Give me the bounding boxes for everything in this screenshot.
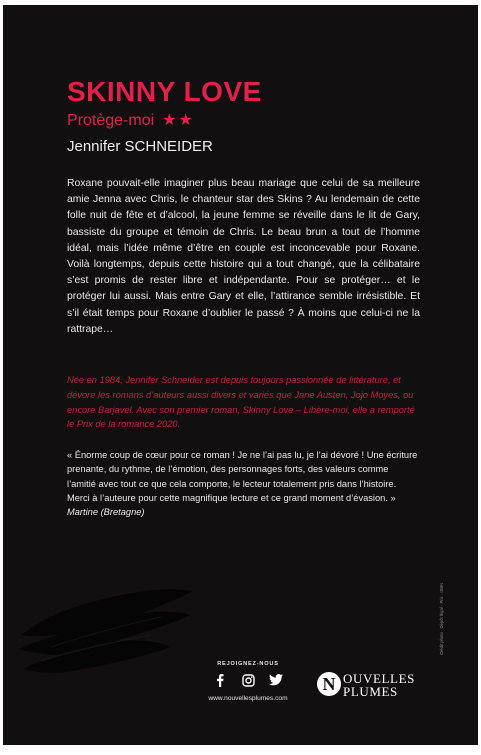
reader-quote [67, 448, 419, 519]
publisher-logo [317, 671, 429, 701]
author-name: Jennifer SCHNEIDER [67, 138, 213, 155]
logo-text-line1: OUVELLES [343, 671, 415, 686]
facebook-icon[interactable] [213, 673, 227, 687]
instagram-icon[interactable] [241, 673, 255, 687]
book-back-cover [3, 5, 478, 745]
legal-mention: Crédit photo · Dépôt légal · Prix · ISBN [439, 582, 444, 655]
quote-author: Martine (Bretagne) [67, 507, 145, 518]
subtitle-stars: ★★ [162, 112, 195, 129]
logo-text-line2: PLUMES [343, 684, 398, 699]
subtitle-text: Protège-moi [67, 112, 155, 129]
quote-text: « Énorme coup de cœur pour ce roman ! Je ne l’ai pas lu, je l’ai dévoré ! Une écriture prenante, du rythme, de l’émotion, des personnages forts, des valeurs comme l’amitié avec tout ce que cela comporte, le lecteur totalement pris dans l’histoire. Merci à l’auteure pour cette magnifique lecture et ce grand moment d’évasion. » [67, 450, 418, 503]
twitter-icon[interactable] [269, 673, 283, 687]
book-blurb: Roxane pouvait-elle imaginer plus beau mariage que celui de sa meilleure amie Jenna avec Chris, le chanteur star des Skins ? Au lendemain de cette folle nuit de fête et d’alcool, la jeune femme se réveille dans le lit de Gary, bassiste du groupe et témoin de Chris. Le beau brun a tout de l’homme idéal, mais l’idée même d’être en couple est inconcevable pour Roxane. Voilà longtemps, depuis cette histoire qui a tout changé, que la célibataire s’est promis de rester libre et indépendante. Pour se protéger… et le protéger lui aussi. Mais entre Gary et elle, l’attirance semble irrésistible. Et s’il était temps pour Roxane d’oublier le passé ? À moins que celui-ci ne la rattrape… [67, 178, 420, 335]
logo-badge: N [317, 672, 341, 696]
brush-stroke-decoration [11, 573, 201, 683]
website-link[interactable]: www.nouvellesplumes.com [208, 695, 288, 702]
book-title: SKINNY LOVE [67, 76, 262, 107]
social-icons [193, 672, 303, 688]
social-block [193, 661, 303, 702]
book-subtitle [67, 111, 195, 131]
author-bio: Née en 1984, Jennifer Schneider est depuis toujours passionnée de littérature, et dévore les romans d’auteurs aussi divers et variés que Jane Austen, Jojo Moyes, ou encore Barjavel. Avec son premier roman, Skinny Love – Libère-moi, elle a remporté le Prix de la romance 2020. [67, 375, 415, 430]
join-us-label: REJOIGNEZ-NOUS [217, 661, 279, 667]
